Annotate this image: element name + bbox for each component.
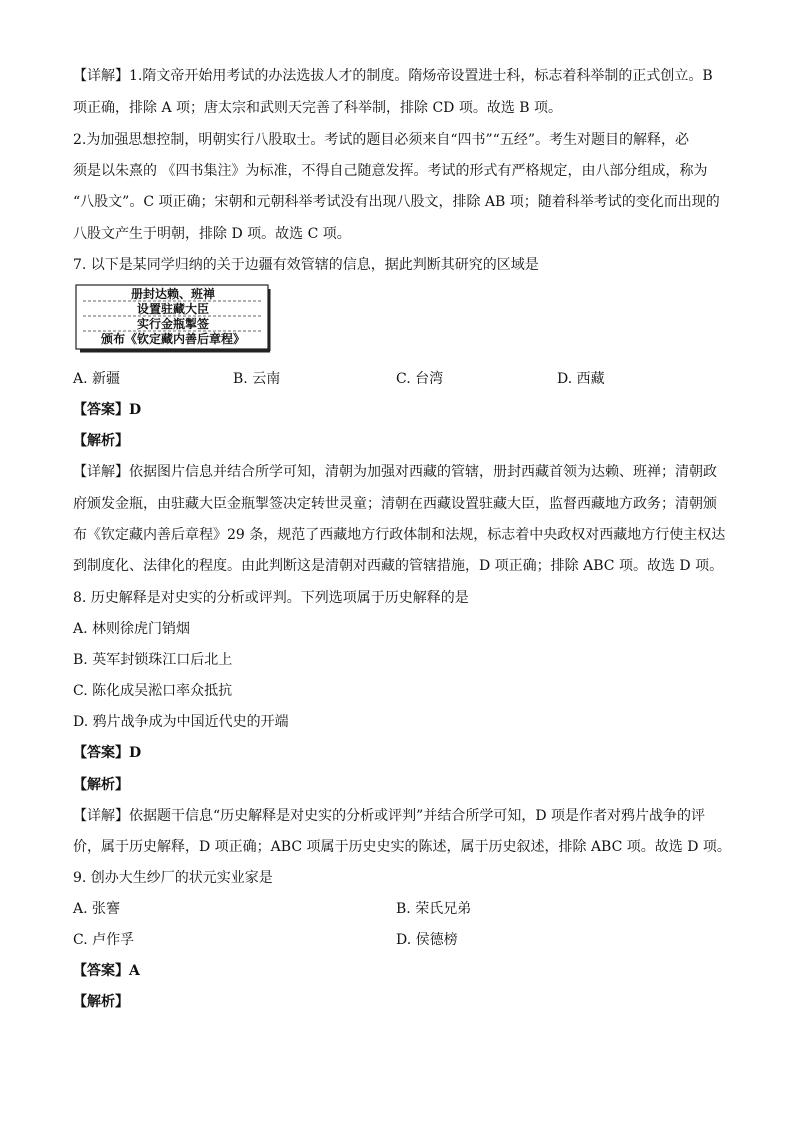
figure-line: 设置驻藏大臣: [136, 302, 209, 316]
analysis-label: 【解析】: [73, 777, 129, 793]
question-9-stem: 9. 创办大生纱厂的状元实业家是: [73, 870, 273, 886]
detail-line: 价，属于历史解释，D 项正确；ABC 项属于历史史实的陈述，属于历史叙述，排除 ABC 项。故选 D 项。: [73, 839, 731, 855]
option-b: B. 云南: [233, 371, 281, 387]
option-a: A. 张謇: [73, 901, 121, 917]
figure-line: 颁布《钦定藏内善后章程》: [100, 332, 245, 346]
detail-line: 项正确，排除 A 项；唐太宗和武则天完善了科举制，排除 CD 项。故选 B 项。: [73, 100, 563, 116]
option-c: C. 卢作孚: [73, 932, 135, 948]
option-b: B. 荣氏兄弟: [396, 901, 472, 917]
detail-line: 须是以朱熹的 《四书集注》为标准，不得自己随意发挥。考试的形式有严格规定，由八部分组成，称为: [73, 163, 708, 179]
question-7-stem: 7. 以下是某同学归纳的关于边疆有效管辖的信息，据此判断其研究的区域是: [73, 257, 539, 273]
detail-line: 八股文产生于明朝，排除 D 项。故选 C 项。: [73, 226, 351, 242]
analysis-label: 【解析】: [73, 433, 129, 449]
option-d: D. 西藏: [557, 371, 605, 387]
option-a: A. 新疆: [73, 371, 121, 387]
detail-line: 【详解】依据图片信息并结合所学可知，清朝为加强对西藏的管辖，册封西藏首领为达赖、班禅；清朝政: [73, 464, 717, 480]
answer-label: 【答案】A: [73, 963, 140, 979]
answer-label: 【答案】D: [73, 745, 142, 761]
answer-label: 【答案】D: [73, 402, 142, 418]
figure-line: 册封达赖、班禅: [130, 287, 215, 301]
option-b: B. 英军封锁珠江口后北上: [73, 652, 233, 668]
analysis-label: 【解析】: [73, 994, 129, 1010]
figure-line: 实行金瓶掣签: [136, 317, 209, 331]
question-8-stem: 8. 历史解释是对史实的分析或评判。下列选项属于历史解释的是: [73, 590, 469, 606]
detail-line: 到制度化、法律化的程度。由此判断这是清朝对西藏的管辖措施，D 项正确；排除 ABC 项。故选 D 项。: [73, 558, 724, 574]
detail-line: 府颁发金瓶，由驻藏大臣金瓶掣签决定转世灵童；清朝在西藏设置驻藏大臣，监督西藏地方政务；清朝颁: [73, 496, 717, 512]
option-c: C. 陈化成吴淞口率众抵抗: [73, 683, 233, 699]
option-c: C. 台湾: [396, 371, 444, 387]
detail-line: 2.为加强思想控制，明朝实行八股取士。考试的题目必须来自“四书”“五经”。考生对题目的解释，必: [73, 132, 689, 148]
detail-line: “八股文”。C 项正确；宋朝和元朝科举考试没有出现八股文，排除 AB 项；随着科举考试的变化而出现的: [73, 194, 720, 210]
option-d: D. 侯德榜: [396, 932, 458, 948]
option-d: D. 鸦片战争成为中国近代史的开端: [73, 714, 289, 730]
detail-line: 【详解】依据题干信息“历史解释是对史实的分析或评判”并结合所学可知，D 项是作者对鸦片战争的评: [73, 808, 705, 824]
detail-line: 【详解】1.隋文帝开始用考试的办法选拔人才的制度。隋炀帝设置进士科，标志着科举制的正式创立。B: [73, 68, 713, 84]
option-a: A. 林则徐虎门销烟: [73, 621, 191, 637]
question-7-figure: [75, 284, 277, 354]
detail-line: 布《钦定藏内善后章程》29 条，规范了西藏地方行政体制和法规，标志着中央政权对西藏地方行使主权达: [73, 527, 726, 543]
